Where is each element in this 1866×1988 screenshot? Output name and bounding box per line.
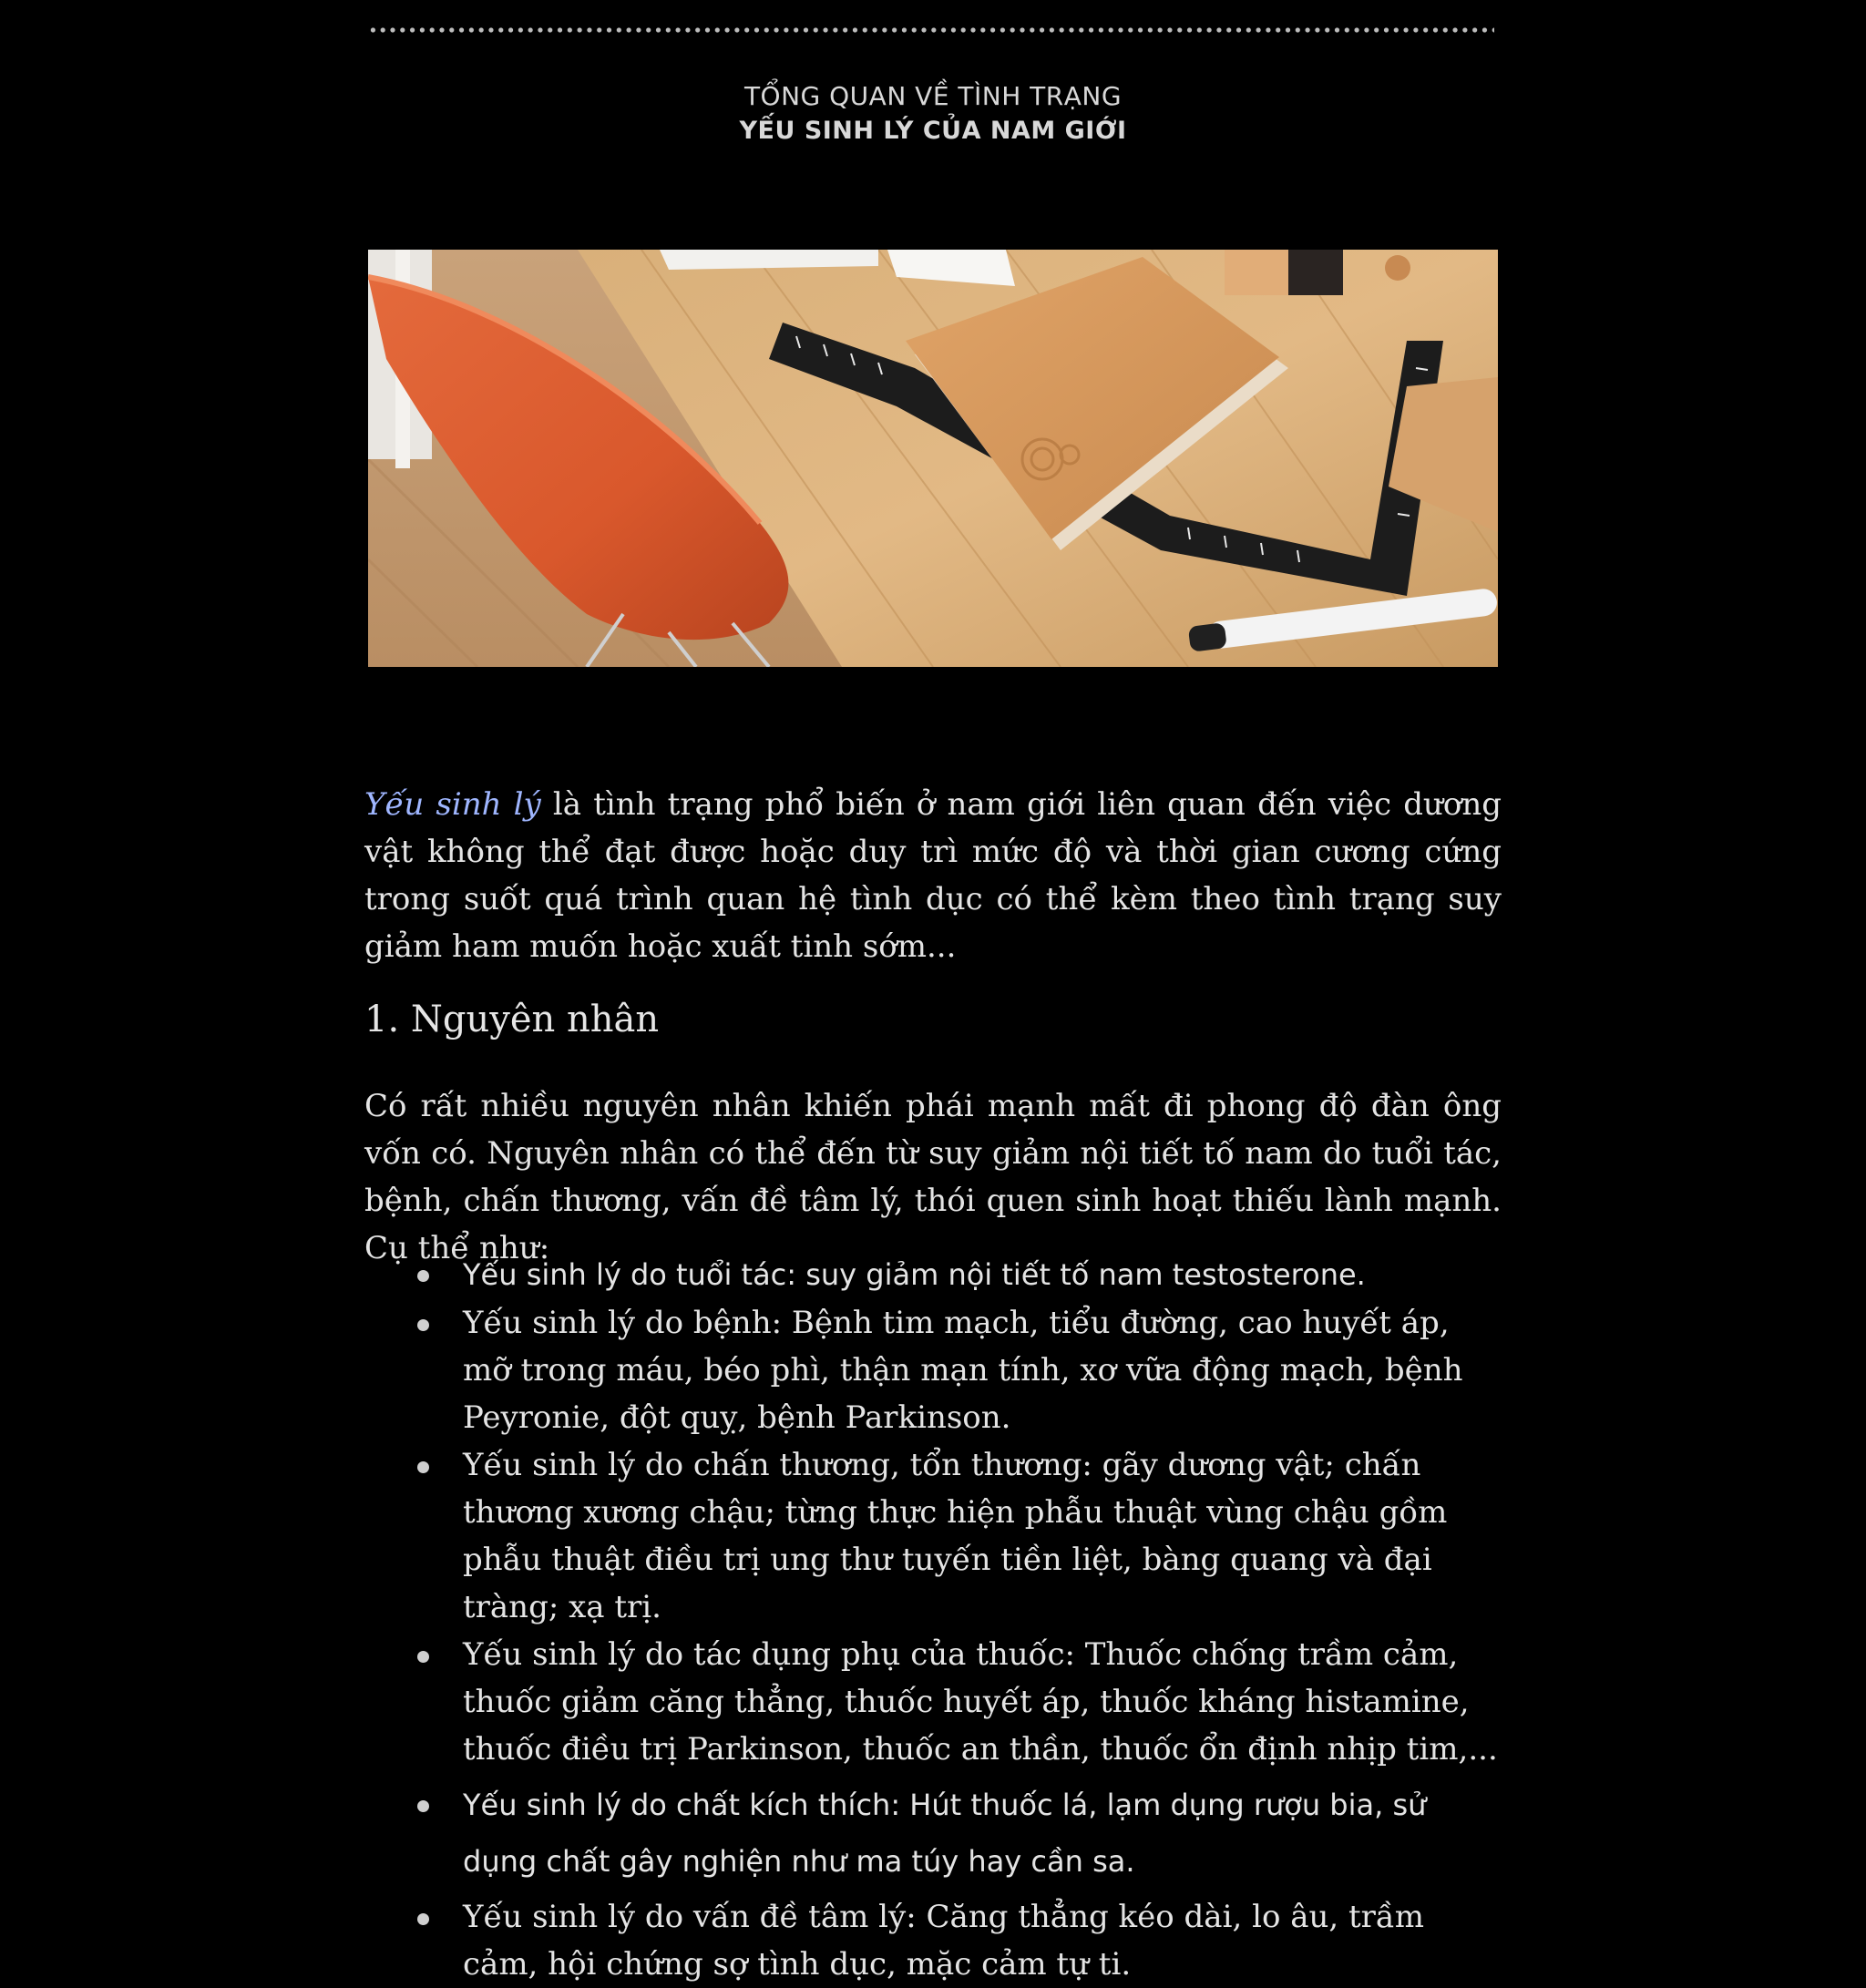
- intro-text: là tình trạng phổ biến ở nam giới liên quan đến việc dương vật không thể đạt được hoặc duy trì mức độ và thời gian cương cứng trong suốt quá trình quan hệ tình dục có thể kèm theo tình trạng suy giảm ham muốn hoặc xuất tinh sớm...: [364, 786, 1502, 965]
- dotted-divider: [368, 27, 1494, 33]
- article-header: [0, 78, 1866, 148]
- header-line-1: TỔNG QUAN VỀ TÌNH TRẠNG: [743, 81, 1123, 111]
- list-item: Yếu sinh lý do vấn đề tâm lý: Căng thẳng kéo dài, lo âu, trầm cảm, hội chứng sợ tình dục, mặc cảm tự ti.: [364, 1893, 1502, 1988]
- causes-paragraph: Có rất nhiều nguyên nhân khiến phái mạnh mất đi phong độ đàn ông vốn có. Nguyên nhân có thể đến từ suy giảm nội tiết tố nam do tuổi tác, bệnh, chấn thương, vấn đề tâm lý, thói quen sinh hoạt thiếu lành mạnh. Cụ thể như:: [364, 1088, 1502, 1266]
- yeu-sinh-ly-link[interactable]: Yếu sinh lý: [364, 786, 541, 823]
- list-item: Yếu sinh lý do bệnh: Bệnh tim mạch, tiểu đường, cao huyết áp, mỡ trong máu, béo phì, thận mạn tính, xơ vữa động mạch, bệnh Peyronie, đột quỵ, bệnh Parkinson.: [364, 1299, 1502, 1441]
- causes-list: [364, 1250, 1502, 1988]
- hero-image: [368, 250, 1498, 667]
- list-item: Yếu sinh lý do tuổi tác: suy giảm nội tiết tố nam testosterone.: [364, 1250, 1502, 1299]
- list-item: Yếu sinh lý do chất kích thích: Hút thuốc lá, lạm dụng rượu bia, sử dụng chất gây nghiện như ma túy hay cần sa.: [364, 1777, 1502, 1890]
- intro-paragraph: [364, 781, 1502, 970]
- list-item: Yếu sinh lý do chấn thương, tổn thương: gãy dương vật; chấn thương xương chậu; từng thực hiện phẫu thuật vùng chậu gồm phẫu thuật điều trị ung thư tuyến tiền liệt, bàng quang và đại tràng; xạ trị.: [364, 1441, 1502, 1631]
- list-item: Yếu sinh lý do tác dụng phụ của thuốc: Thuốc chống trầm cảm, thuốc giảm căng thẳng, thuốc huyết áp, thuốc kháng histamine, thuốc điều trị Parkinson, thuốc an thần, thuốc ổn định nhịp tim,...: [364, 1631, 1502, 1773]
- header-line-2: YẾU SINH LÝ CỦA NAM GIỚI: [739, 117, 1127, 145]
- section-heading-causes: 1. Nguyên nhân: [364, 999, 660, 1040]
